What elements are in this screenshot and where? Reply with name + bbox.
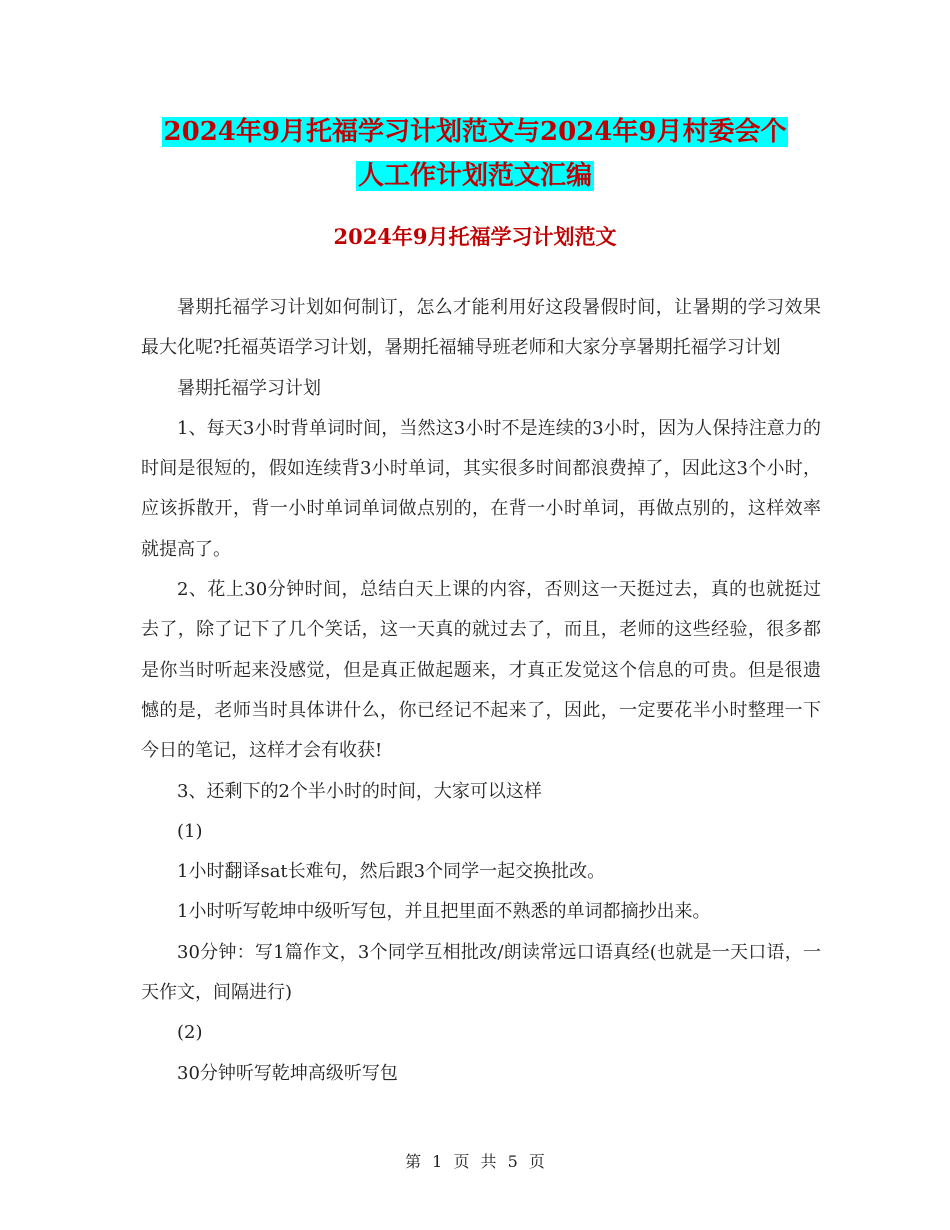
paragraph-dictation-intermediate: 1小时听写乾坤中级听写包，并且把里面不熟悉的单词都摘抄出来。 bbox=[177, 901, 711, 923]
section-heading: 2024年9月托福学习计划范文 bbox=[333, 224, 617, 249]
paragraph-item-2: 2、花上30分钟时间，总结白天上课的内容，否则这一天挺过去，真的也就挺过去了，除了记下了几个笑话，这一天真的就过去了，而且，老师的这些经验，很多都是你当时听起来没感觉，但是真正做起题来，才真正发觉这个信息的可贵。但是很遗憾的是，老师当时具体讲什么，你已经记不起来了，因此，一定要花半小时整理一下今日的笔记，这样才会有收获! bbox=[141, 579, 821, 762]
document-title-line-1 bbox=[0, 112, 950, 152]
document-title-text-1: 2024年9月托福学习计划范文与2024年9月村委会个 bbox=[163, 117, 787, 147]
paragraph-item-3: 3、还剩下的2个半小时的时间，大家可以这样 bbox=[177, 780, 542, 802]
paragraph-dictation-advanced: 30分钟听写乾坤高级听写包 bbox=[177, 1062, 398, 1084]
document-body bbox=[141, 288, 821, 1094]
paragraph-intro: 暑期托福学习计划如何制订，怎么才能利用好这段暑假时间，让暑期的学习效果最大化呢?托福英语学习计划，暑期托福辅导班老师和大家分享暑期托福学习计划 bbox=[141, 297, 821, 359]
paragraph-sub-2: (2) bbox=[177, 1022, 203, 1044]
page-footer: 第 1 页 共 5 页 bbox=[405, 1152, 545, 1171]
paragraph-sub-1: (1) bbox=[177, 820, 203, 842]
paragraph-plan-heading: 暑期托福学习计划 bbox=[177, 377, 321, 399]
document-title-line-2 bbox=[0, 156, 950, 196]
paragraph-item-1: 1、每天3小时背单词时间，当然这3小时不是连续的3小时，因为人保持注意力的时间是很短的，假如连续背3小时单词，其实很多时间都浪费掉了，因此这3个小时，应该拆散开，背一小时单词单词做点别的，在背一小时单词，再做点别的，这样效率就提高了。 bbox=[141, 417, 821, 560]
document-title-text-2: 人工作计划范文汇编 bbox=[357, 161, 592, 191]
paragraph-writing-speaking: 30分钟：写1篇作文，3个同学互相批改/朗读常远口语真经(也就是一天口语，一天作文，间隔进行) bbox=[141, 941, 821, 1004]
paragraph-sat-translation: 1小时翻译sat长难句，然后跟3个同学一起交换批改。 bbox=[177, 861, 606, 883]
